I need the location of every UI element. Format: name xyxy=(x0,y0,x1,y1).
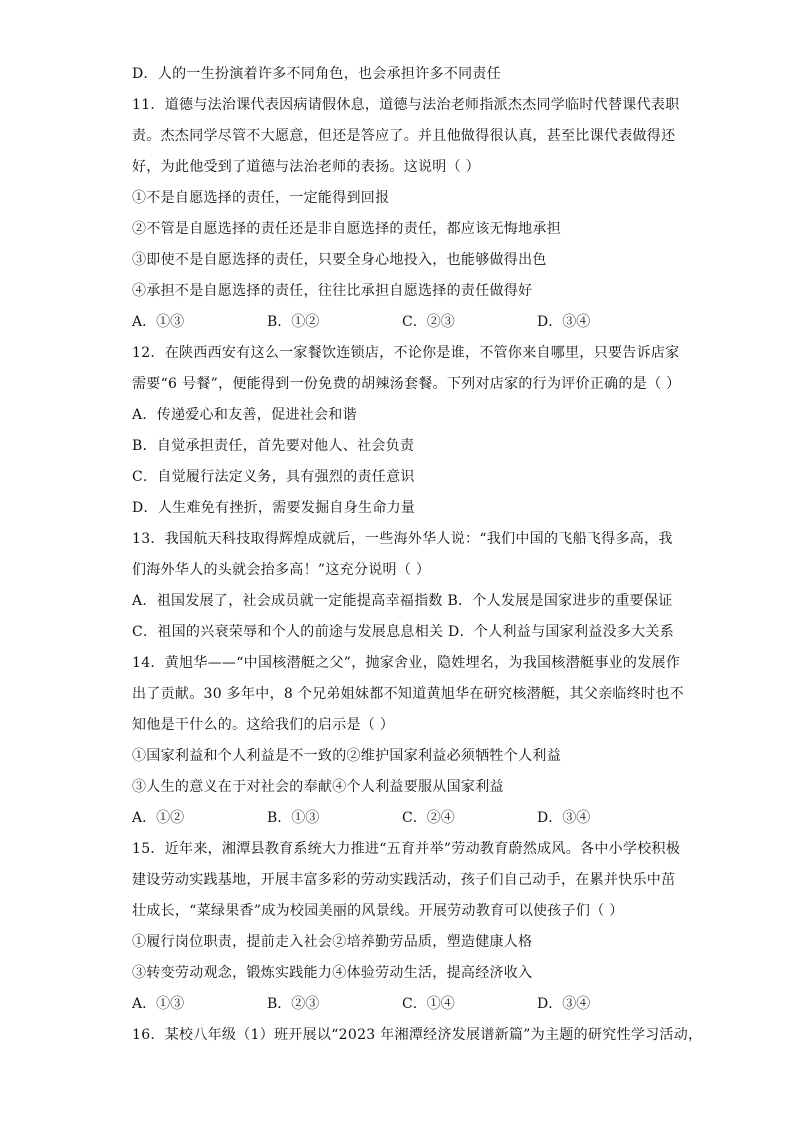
question-11-options xyxy=(132,311,672,342)
question-12-stem: 12．在陕西西安有这么一家餐饮连锁店，不论你是谁，不管你来自哪里，只要告诉店家 xyxy=(132,345,680,361)
option-b: B．②③ xyxy=(267,996,320,1012)
text-line: 责。杰杰同学尽管不大愿意，但还是答应了。并且他做得很认真，甚至比课代表做得还 xyxy=(132,128,676,144)
option-d: D．③④ xyxy=(537,996,591,1012)
option-b: B．①② xyxy=(267,314,320,330)
option-d: D．③④ xyxy=(537,810,591,826)
options-ab: A．祖国发展了，社会成员就一定能提高幸福指数 B．个人发展是国家进步的重要保证 xyxy=(132,593,673,609)
question-16-stem: 16．某校八年级（1）班开展以“2023 年湘潭经济发展谱新篇”为主题的研究性学习活动， xyxy=(132,1027,703,1043)
question-14-options xyxy=(132,807,672,838)
option-b: B．自觉承担责任，首先要对他人、社会负责 xyxy=(132,438,415,454)
option-c: C．②③ xyxy=(402,314,455,330)
option-b: B．①③ xyxy=(267,810,320,826)
option-c: C．自觉履行法定义务，具有强烈的责任意识 xyxy=(132,469,415,485)
statement-1: ①不是自愿选择的责任，一定能得到回报 xyxy=(132,190,390,206)
statements-1-2: ①履行岗位职责，提前走入社会②培养勤劳品质，塑造健康人格 xyxy=(132,934,533,950)
text-line: 建设劳动实践基地，开展丰富多彩的劳动实践活动，孩子们自己动手，在累并快乐中茁 xyxy=(132,872,676,888)
text-line: 们海外华人的头就会抬多高！”这充分说明（ ） xyxy=(132,562,431,578)
text-line: 知他是干什么的。这给我们的启示是（ ） xyxy=(132,717,395,733)
option-a: A．①③ xyxy=(132,314,185,330)
text-line: 需要“6 号餐”，便能得到一份免费的胡辣汤套餐。下列对店家的行为评价正确的是（ ） xyxy=(132,376,681,392)
text-line: 壮成长，“菜绿果香”成为校园美丽的风景线。开展劳动教育可以使孩子们（ ） xyxy=(132,903,624,919)
option-a: A．①② xyxy=(132,810,185,826)
statements-1-2: ①国家利益和个人利益是不一致的②维护国家利益必须牺牲个人利益 xyxy=(132,748,561,764)
text-line: 出了贡献。30 多年中，8 个兄弟姐妹都不知道黄旭华在研究核潜艇，其父亲临终时也不 xyxy=(132,686,684,702)
option-c: C．①④ xyxy=(402,996,455,1012)
question-15-stem: 15．近年来，湘潭县教育系统大力推进“五育并举”劳动教育蔚然成风。各中小学校积极 xyxy=(132,841,681,857)
statements-3-4: ③转变劳动观念，锻炼实践能力④体验劳动生活，提高经济收入 xyxy=(132,965,533,981)
question-15-options xyxy=(132,993,672,1024)
option-d: D．③④ xyxy=(537,314,591,330)
statement-2: ②不管是自愿选择的责任还是非自愿选择的责任，都应该无悔地承担 xyxy=(132,221,561,237)
question-14-stem: 14．黄旭华——“中国核潜艇之父”，抛家舍业，隐姓埋名，为我国核潜艇事业的发展作 xyxy=(132,655,681,671)
statements-3-4: ③人生的意义在于对社会的奉献④个人利益要服从国家利益 xyxy=(132,779,504,795)
option-d: D．人生难免有挫折，需要发掘自身生命力量 xyxy=(132,500,416,516)
exam-content xyxy=(132,63,703,1055)
question-13-stem: 13．我国航天科技取得辉煌成就后，一些海外华人说：“我们中国的飞船飞得多高，我 xyxy=(132,531,673,547)
question-11-stem: 11．道德与法治课代表因病请假休息，道德与法治老师指派杰杰同学临时代替课代表职 xyxy=(132,97,680,113)
option-c: C．②④ xyxy=(402,810,455,826)
option-a: A．传递爱心和友善，促进社会和谐 xyxy=(132,407,357,423)
options-cd: C．祖国的兴衰荣辱和个人的前途与发展息息相关 D．个人利益与国家利益没多大关系 xyxy=(132,624,675,640)
statement-4: ④承担不是自愿选择的责任，往往比承担自愿选择的责任做得好 xyxy=(132,283,533,299)
statement-3: ③即使不是自愿选择的责任，只要全身心地投入，也能够做得出色 xyxy=(132,252,547,268)
text-line: 好，为此他受到了道德与法治老师的表扬。这说明（ ） xyxy=(132,159,480,175)
option-a: A．①③ xyxy=(132,996,185,1012)
text-line: D．人的一生扮演着许多不同角色，也会承担许多不同责任 xyxy=(132,66,502,82)
